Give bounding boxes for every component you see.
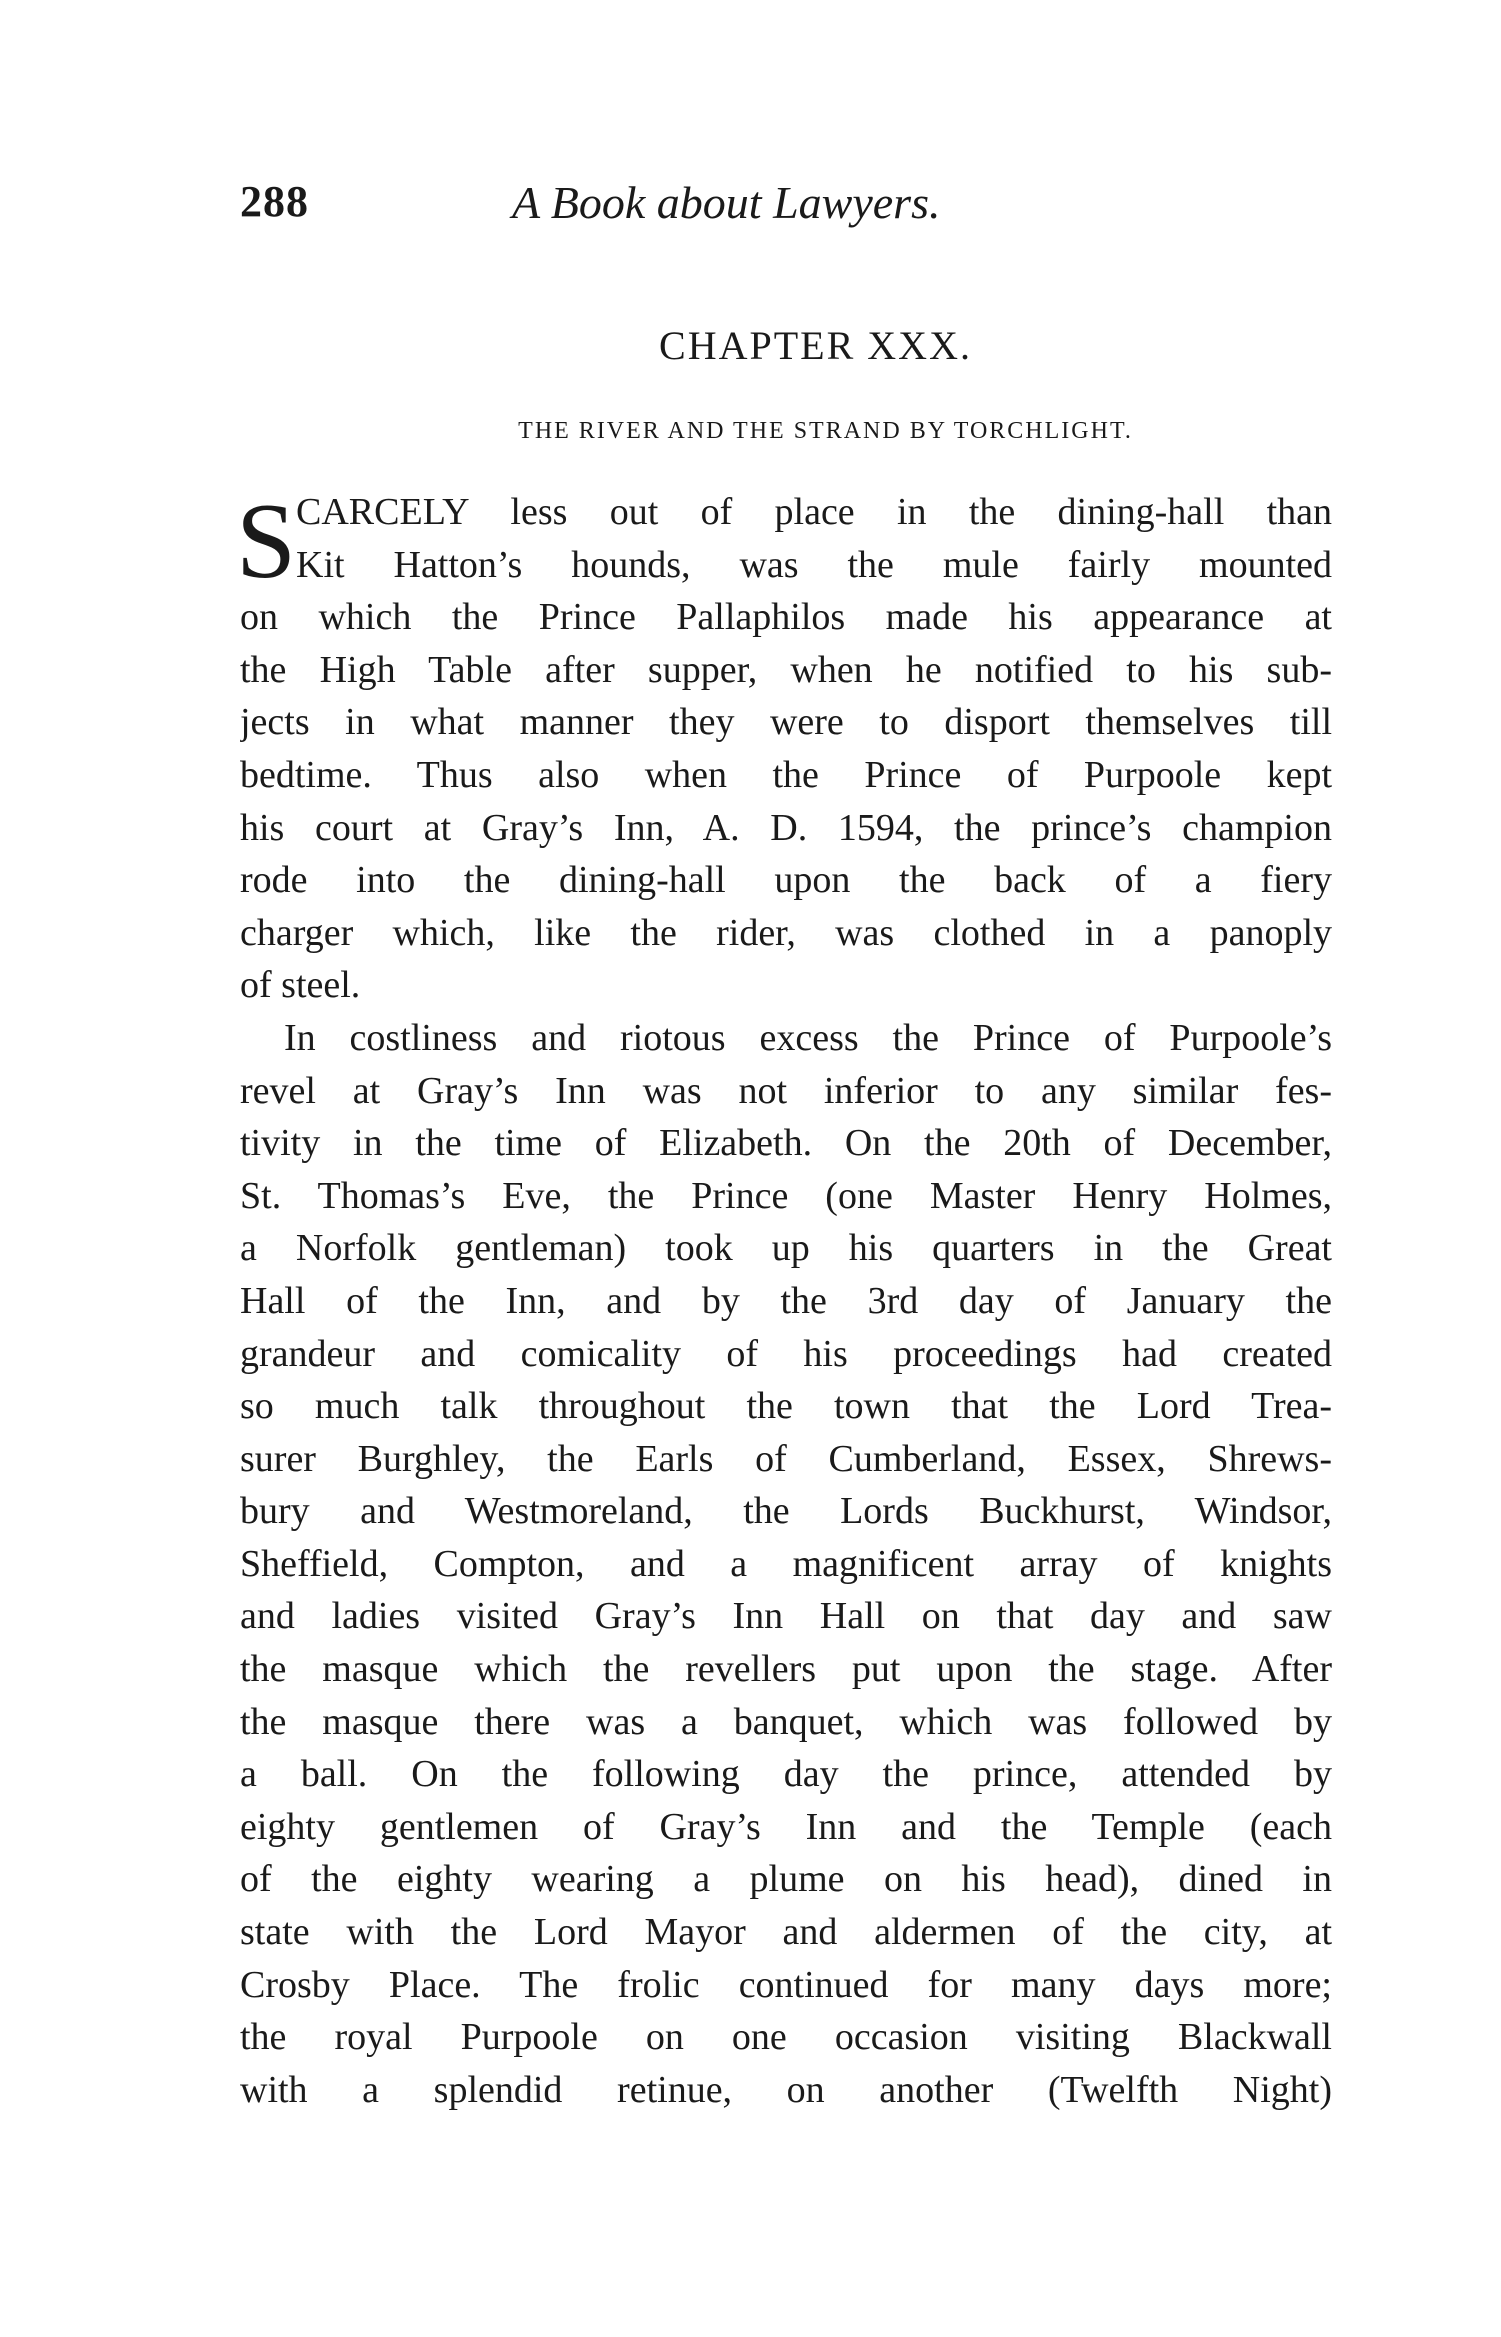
text-line: revel at Gray’s Inn was not inferior to any similar fes- [240, 1069, 1332, 1112]
drop-cap: S [236, 482, 297, 601]
text-line: with a splendid retinue, on another (Twelfth Night) [240, 2068, 1332, 2111]
text-line: Crosby Place. The frolic continued for many days more; [240, 1963, 1332, 2006]
text-line: state with the Lord Mayor and aldermen of the city, at [240, 1911, 1332, 1954]
text-line: of steel. [240, 964, 361, 1007]
text-line: tivity in the time of Elizabeth. On the 20th of December, [240, 1122, 1332, 1165]
text-line: St. Thomas’s Eve, the Prince (one Master Henry Holmes, [240, 1174, 1332, 1217]
text-line: bedtime. Thus also when the Prince of Purpoole kept [240, 753, 1332, 796]
text-line: the royal Purpoole on one occasion visiting Blackwall [240, 2016, 1332, 2059]
text-line: a Norfolk gentleman) took up his quarters in the Great [240, 1227, 1332, 1270]
chapter-subtitle: THE RIVER AND THE STRAND BY TORCHLIGHT. [518, 418, 1133, 444]
page-number: 288 [240, 177, 309, 226]
text-line: eighty gentlemen of Gray’s Inn and the Temple (each [240, 1805, 1332, 1848]
running-head [240, 176, 1340, 246]
text-line: and ladies visited Gray’s Inn Hall on that day and saw [240, 1595, 1332, 1638]
text-line: surer Burghley, the Earls of Cumberland, Essex, Shrews- [240, 1437, 1332, 1480]
text-line: Sheffield, Compton, and a magnificent array of knights [240, 1542, 1332, 1585]
text-line: so much talk throughout the town that the Lord Trea- [240, 1385, 1332, 1428]
text-line: the masque which the revellers put upon the stage. After [240, 1648, 1332, 1691]
text-line: grandeur and comicality of his proceedings had created [240, 1332, 1332, 1375]
running-title: A Book about Lawyers. [512, 177, 941, 228]
text-line: of the eighty wearing a plume on his head), dined in [240, 1858, 1332, 1901]
text-line: Hall of the Inn, and by the 3rd day of January the [240, 1279, 1332, 1322]
text-line: bury and Westmoreland, the Lords Buckhurst, Windsor, [240, 1490, 1332, 1533]
text-line: charger which, like the rider, was clothed in a panoply [240, 911, 1332, 954]
text-line: CARCELY less out of place in the dining-hall than [296, 491, 1332, 533]
text-line: Kit Hatton’s hounds, was the mule fairly mounted [296, 543, 1332, 586]
text-line: on which the Prince Pallaphilos made his appearance at [240, 596, 1332, 639]
text-line: the masque there was a banquet, which was followed by [240, 1700, 1332, 1743]
text-line: In costliness and riotous excess the Prince of Purpoole’s [284, 1016, 1332, 1059]
text-line: rode into the dining-hall upon the back of a fiery [240, 859, 1332, 902]
text-line: a ball. On the following day the prince, attended by [240, 1753, 1332, 1796]
text-line: the High Table after supper, when he notified to his sub- [240, 648, 1332, 691]
text-line: his court at Gray’s Inn, A. D. 1594, the prince’s champion [240, 806, 1332, 849]
chapter-heading: CHAPTER XXX. [659, 323, 972, 368]
text-line: jects in what manner they were to disport themselves till [240, 701, 1332, 744]
body-text [236, 482, 1332, 2116]
